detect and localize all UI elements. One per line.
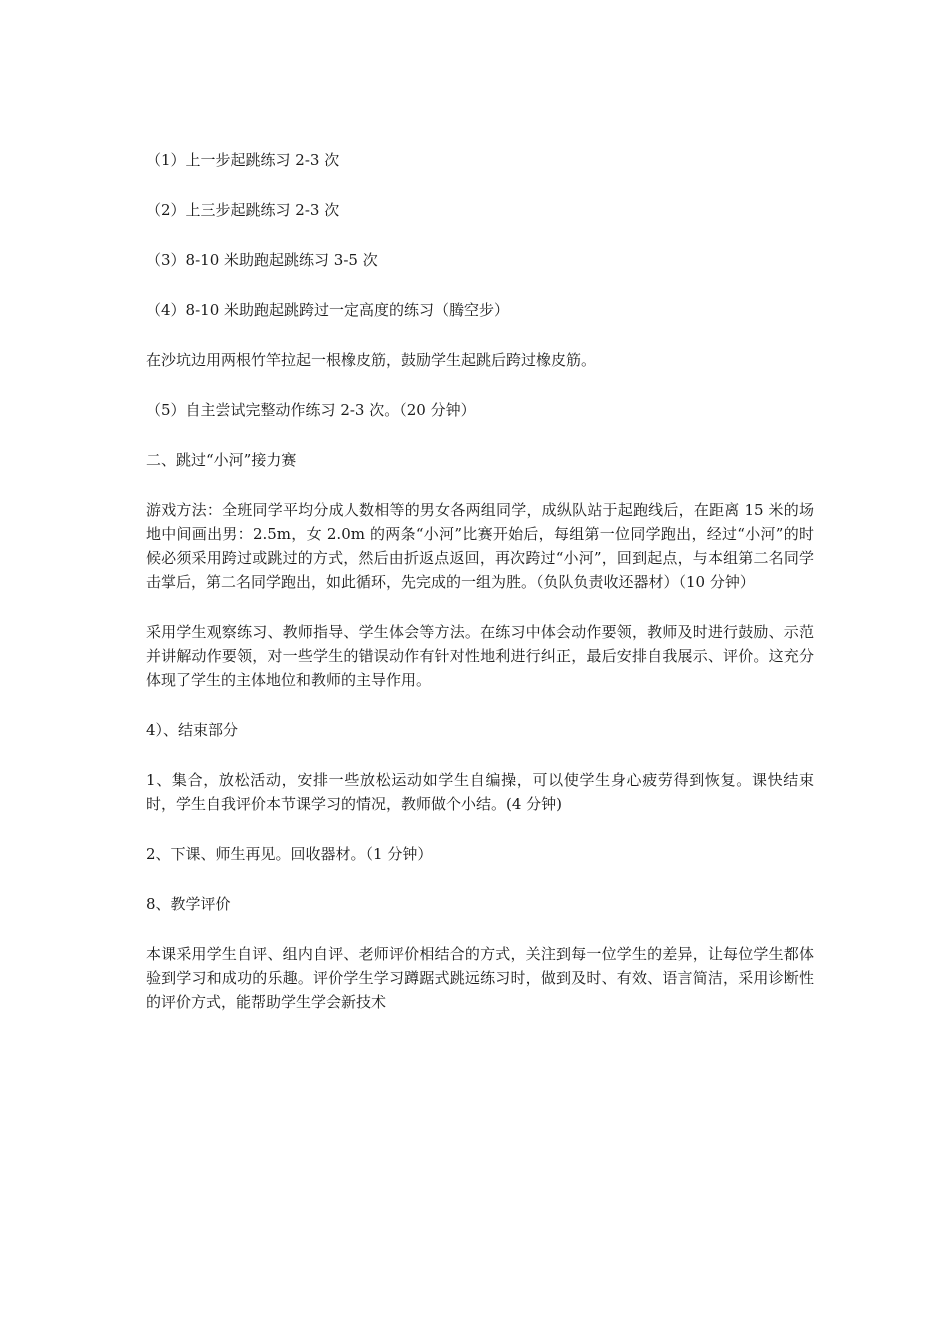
practice-step-1: （1）上一步起跳练习 2-3 次 (146, 151, 340, 169)
game-method-paragraph: 游戏方法：全班同学平均分成人数相等的男女各两组同学，成纵队站于起跑线后，在距离 15 米的场地中间画出男：2.5m，女 2.0m 的两条“小河”比赛开始后，每组第一位同学跑出，经过“小河”的时候必须采用跨过或跳过的方式，然后由折返点返回，再次跨过“小河”，回到起点，与本组第二名同学击掌后，第二名同学跑出，如此循环，先完成的一组为胜。（负队负责收还器材）（10 分钟） (146, 501, 814, 591)
practice-step-3: （3）8-10 米助跑起跳练习 3-5 次 (146, 251, 378, 269)
section-heading-ending: 4）、结束部分 (146, 721, 239, 739)
rubber-band-note: 在沙坑边用两根竹竿拉起一根橡皮筋，鼓励学生起跳后跨过橡皮筋。 (146, 351, 597, 369)
section-heading-relay: 二、跳过“小河”接力赛 (146, 451, 297, 469)
practice-step-2: （2）上三步起跳练习 2-3 次 (146, 201, 340, 219)
section-heading-evaluation: 8、教学评价 (146, 895, 231, 913)
evaluation-paragraph: 本课采用学生自评、组内自评、老师评价相结合的方式，关注到每一位学生的差异，让每位学生都体验到学习和成功的乐趣。评价学生学习蹲踞式跳远练习时，做到及时、有效、语言简洁，采用诊断性的评价方式，能帮助学生学会新技术 (146, 945, 814, 1011)
teaching-method-paragraph: 采用学生观察练习、教师指导、学生体会等方法。在练习中体会动作要领，教师及时进行鼓励、示范并讲解动作要领，对一些学生的错误动作有针对性地利进行纠正，最后安排自我展示、评价。这充分体现了学生的主体地位和教师的主导作用。 (146, 623, 814, 689)
practice-step-5: （5）自主尝试完整动作练习 2-3 次。（20 分钟） (146, 401, 476, 419)
practice-step-4: （4）8-10 米助跑起跳跨过一定高度的练习（腾空步） (146, 301, 510, 319)
ending-item-1: 1、集合，放松活动，安排一些放松运动如学生自编操，可以使学生身心疲劳得到恢复。课快结束时，学生自我评价本节课学习的情况，教师做个小结。(4 分钟) (146, 771, 814, 813)
ending-item-2: 2、下课、师生再见。回收器材。（1 分钟） (146, 845, 433, 863)
document-body (146, 148, 814, 1040)
